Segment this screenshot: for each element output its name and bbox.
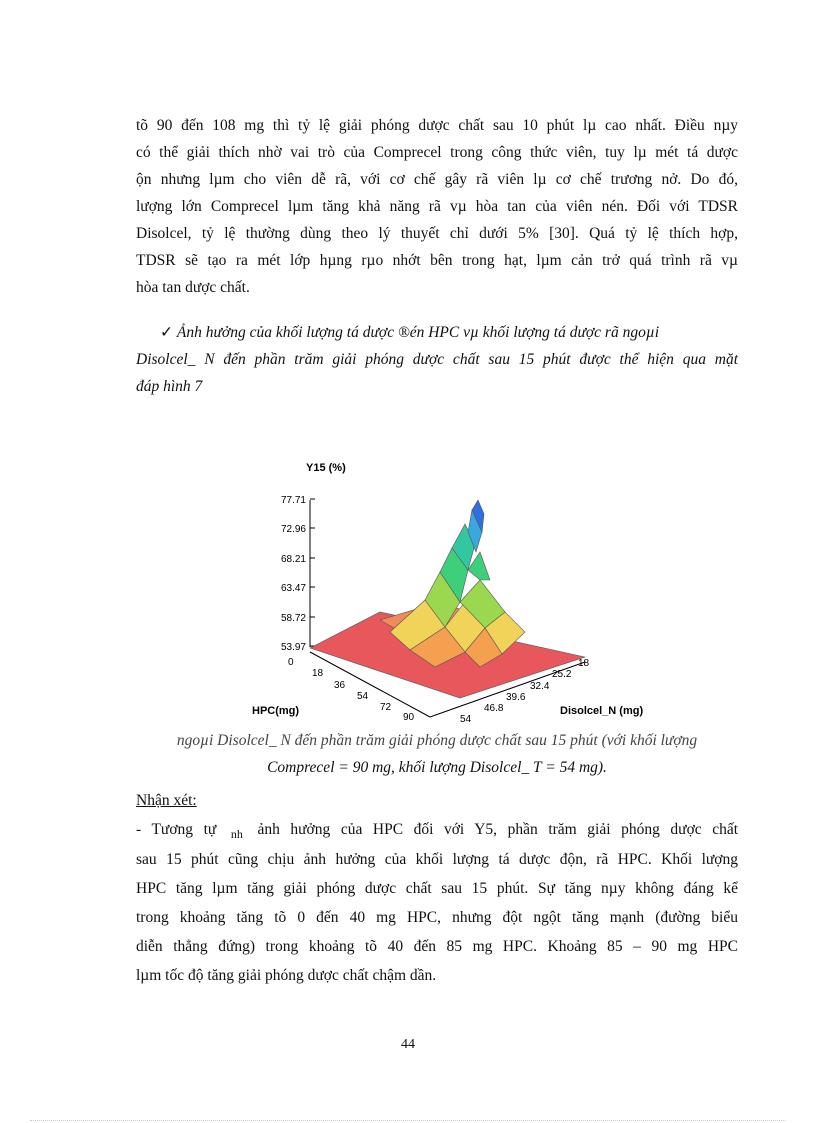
text-line: lượng lớn Comprecel lµm tăng khả năng rã vµ hòa tan của viên nén. Đối với TDSR <box>136 198 738 215</box>
y-tick-label: 18 <box>578 658 590 669</box>
remark-title <box>136 787 738 814</box>
y-axis-label: Disolcel_N (mg) <box>560 705 644 717</box>
text-line <box>136 815 738 845</box>
surface-plot-figure <box>240 452 680 732</box>
y-tick-label: 54 <box>460 714 472 725</box>
text-line: tõ 90 đến 108 mg thì tỷ lệ giải phóng dược chất sau 10 phút lµ cao nhất. Điều nµy <box>136 117 738 134</box>
text-line: sau 15 phút cũng chịu ảnh hưởng của khối lượng tá dược độn, rã HPC. Khối lượng <box>136 851 738 868</box>
heading-line: Disolcel_ N đến phần trăm giải phóng dược chất sau 15 phút được thể hiện qua mặt <box>136 351 738 368</box>
z-tick-label: 53.97 <box>280 642 306 653</box>
y-tick-label: 25.2 <box>552 669 572 680</box>
y-tick-label: 32.4 <box>530 681 550 692</box>
check-mark-icon: ✓ <box>160 324 173 341</box>
x-tick-label: 36 <box>334 680 346 691</box>
heading-line <box>136 319 738 346</box>
z-tick-label: 63.47 <box>280 583 306 594</box>
text-line: HPC tăng lµm tăng giải phóng dược chất sau 15 phút. Sự tăng nµy không đáng kể <box>136 880 738 897</box>
text-line: ộn nhưng lµm cho viên dễ rã, với cơ chế gây rã viên lµ cơ chế trương nở. Do đó, <box>136 171 738 188</box>
text-span: - Tương tự <box>136 821 217 838</box>
text-line: TDSR sẽ tạo ra mét lớp hµng rµo nhớt bên trong hạt, lµm cản trở quá trình rã vµ <box>136 252 738 269</box>
x-tick-label: 0 <box>288 657 294 668</box>
paragraph-1 <box>136 112 738 301</box>
z-tick-label: 72.96 <box>280 524 306 535</box>
inline-subscript: nh <box>230 827 243 841</box>
x-tick-label: 90 <box>403 712 415 723</box>
caption-line: Comprecel = 90 mg, khối lượng Disolcel_ T = 54 mg). <box>267 759 607 776</box>
x-tick-label: 54 <box>357 691 369 702</box>
heading-line: đáp hình 7 <box>136 378 203 395</box>
text-line: lµm tốc độ tăng giải phóng dược chất chậm dần. <box>136 967 437 984</box>
text-span: ảnh hưởng của HPC đối với Y5, phần trăm giải phóng dược chất <box>257 821 739 838</box>
paragraph-2 <box>136 815 738 990</box>
text-line: hòa tan dược chất. <box>136 279 250 296</box>
z-axis-label: Y15 (%) <box>306 462 346 474</box>
caption-line: ngoµi Disolcel_ N đến phần trăm giải phóng dược chất sau 15 phút (với khối lượng <box>176 732 698 749</box>
x-tick-label: 18 <box>312 668 324 679</box>
text-line: có thể giải thích nhờ vai trò của Comprecel trong công thức viên, tuy lµ mét tá dược <box>136 144 738 161</box>
text-line: Disolcel, tỷ lệ thường dùng theo lý thuyết chỉ dưới 5% [30]. Quá tỷ lệ thích hợp, <box>136 225 738 242</box>
page-number: 44 <box>401 1037 415 1052</box>
bottom-divider <box>30 1120 786 1121</box>
z-tick-label: 68.21 <box>280 554 306 565</box>
section-heading <box>136 319 738 400</box>
z-tick-label: 58.72 <box>280 613 306 624</box>
text-line: diễn thẳng đứng) trong khoảng tõ 40 đến 85 mg HPC. Khoảng 85 – 90 mg HPC <box>136 938 738 955</box>
figure-caption <box>136 727 738 781</box>
surface-mesh <box>310 500 585 698</box>
x-axis-label: HPC(mg) <box>252 705 300 717</box>
heading-text: Ảnh hưởng của khối lượng tá dược ®én HPC vµ khối lượng tá dược rã ngoµi <box>176 324 660 341</box>
x-tick-label: 72 <box>380 702 392 713</box>
y-tick-label: 39.6 <box>506 692 526 703</box>
text-line: trong khoảng tăng tõ 0 đến 40 mg HPC, nhưng đột ngột tăng mạnh (đường biểu <box>136 909 738 926</box>
remark-title-text: Nhận xét: <box>136 792 197 809</box>
y-tick-label: 46.8 <box>484 703 504 714</box>
z-tick-label: 77.71 <box>280 495 306 506</box>
